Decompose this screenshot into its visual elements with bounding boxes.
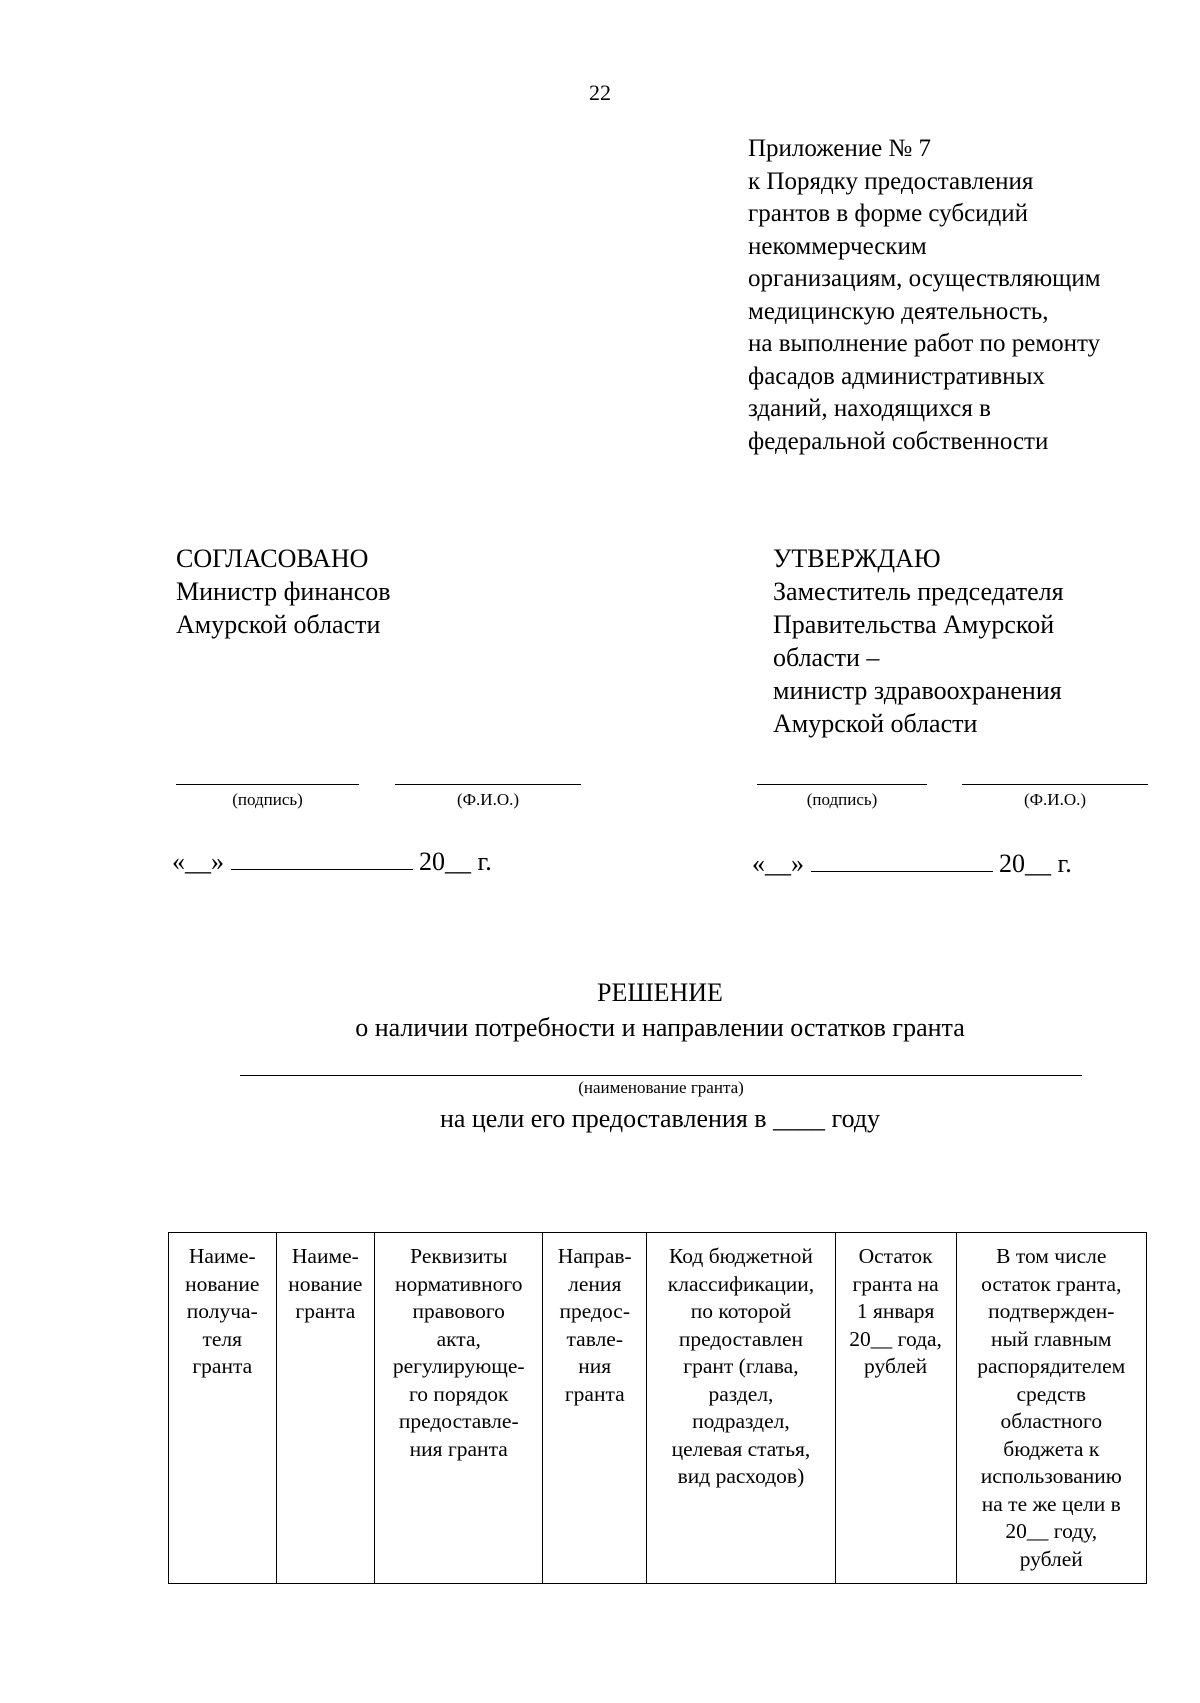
name-line	[962, 784, 1148, 785]
name-line	[395, 784, 581, 785]
appendix-line: федеральной собственности	[748, 427, 1049, 455]
table-header-cell	[835, 1233, 956, 1584]
appendix-line: организациям, осуществляющим	[748, 265, 1101, 292]
header-text: Реквизиты нормативного правового акта, регулирующе- го порядок предоставле- ния гранта	[392, 1244, 525, 1461]
decision-title: РЕШЕНИЕ	[597, 978, 723, 1007]
grant-name-line	[240, 1075, 1082, 1076]
table-header-cell	[169, 1233, 277, 1584]
decision-purpose: на цели его предоставления в ____ году	[439, 1104, 881, 1133]
name-caption: (Ф.И.О.)	[1023, 790, 1087, 809]
approval-line: Амурской области	[176, 610, 381, 639]
approval-approve-block	[773, 542, 1064, 740]
page-number: 22	[589, 80, 611, 105]
date-day: «__»	[752, 849, 804, 878]
date-month-blank	[811, 849, 993, 872]
table-header-cell	[276, 1233, 375, 1584]
approval-line: Правительства Амурской	[773, 610, 1055, 639]
signature-caption: (подпись)	[806, 790, 878, 809]
header-text: В том числе остаток гранта, подтвержден- ный главным распорядителем средств областного бюджета к использованию на те же цели в 20__ году, рублей	[977, 1244, 1126, 1571]
approval-heading: УТВЕРЖДАЮ	[773, 544, 941, 573]
table-header-cell	[647, 1233, 835, 1584]
appendix-line: фасадов административных	[748, 362, 1045, 390]
appendix-line: Приложение № 7	[748, 135, 932, 162]
signature-caption: (подпись)	[232, 790, 303, 809]
date-field	[752, 849, 1072, 879]
name-caption: (Ф.И.О.)	[456, 790, 520, 809]
date-field	[172, 847, 492, 877]
date-month-blank	[231, 847, 413, 870]
grant-name-caption: (наименование гранта)	[578, 1078, 744, 1097]
appendix-line: некоммерческим	[748, 232, 927, 260]
approval-line: Министр финансов	[176, 577, 391, 606]
signature-line	[757, 784, 927, 785]
appendix-line: медицинскую деятельность,	[748, 297, 1049, 325]
approval-line: министр здравоохранения	[773, 676, 1062, 705]
header-text: Наиме- нование получа- теля гранта	[185, 1244, 260, 1378]
date-year: 20__ г.	[999, 849, 1072, 878]
header-text: Остаток гранта на 1 января 20__ года, рублей	[849, 1244, 942, 1378]
approval-line: Амурской области	[773, 709, 978, 738]
header-text: Код бюджетной классификации, по которой предоставлен грант (глава, раздел, подраздел, целевая статья, вид расходов)	[667, 1244, 815, 1488]
table-header-cell	[543, 1233, 647, 1584]
appendix-line: к Порядку предоставления	[748, 167, 1034, 195]
approval-agreed-block	[176, 542, 391, 641]
approval-line: Заместитель председателя	[773, 577, 1064, 606]
date-day: «__»	[172, 847, 224, 876]
appendix-reference	[748, 133, 1188, 458]
signature-line	[176, 784, 359, 785]
appendix-line: на выполнение работ по ремонту	[748, 330, 1101, 357]
date-year: 20__ г.	[419, 847, 492, 876]
header-text: Направ- ления предос- тавле- ния гранта	[557, 1244, 632, 1406]
appendix-line: зданий, находящихся в	[748, 395, 991, 422]
header-text: Наиме- нование гранта	[288, 1244, 363, 1323]
decision-subtitle: о наличии потребности и направлении остатков гранта	[355, 1013, 965, 1042]
approval-heading: СОГЛАСОВАНО	[176, 544, 369, 573]
approval-line: области –	[773, 643, 880, 672]
grant-table	[168, 1232, 1147, 1584]
table-header-cell	[956, 1233, 1146, 1584]
table-header-cell	[375, 1233, 543, 1584]
table-header-row	[169, 1233, 1147, 1584]
appendix-line: грантов в форме субсидий	[748, 200, 1029, 227]
